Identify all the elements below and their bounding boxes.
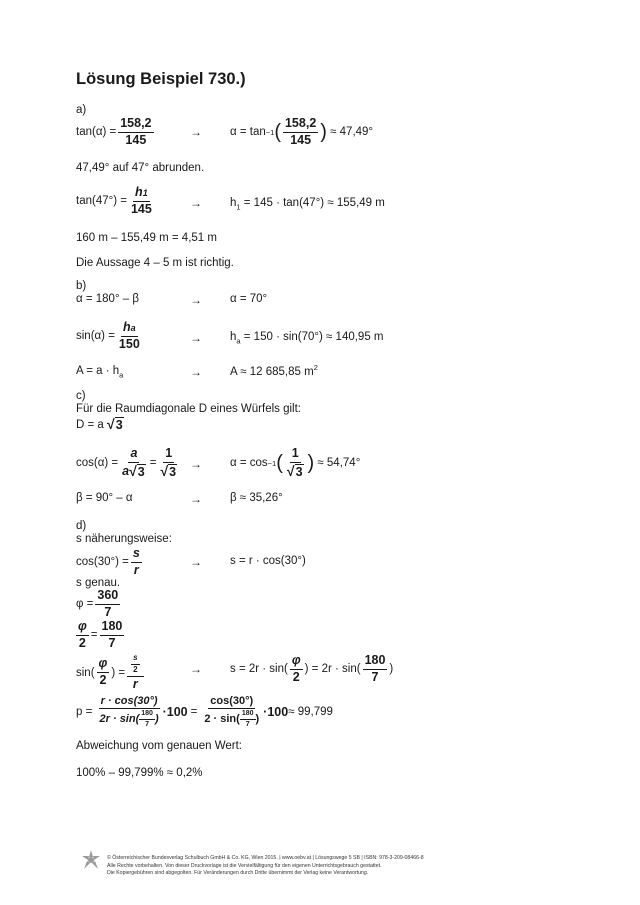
a-round-note: 47,49° auf 47° abrunden. — [76, 162, 205, 174]
arrow-icon: → — [190, 492, 202, 506]
d-p-equation: p = r · cos(30°) 2r · sin( $\frac{180}{7}$ ) ·100 = cos(30°) 2 · sin( $\frac{180}{7}$ ) ·100 ≈ 99,799 — [76, 695, 333, 728]
a-eq2-rhs: $h_1 = 145 \cdot \tan(47^\circ) \approx 155,49$ m — [230, 197, 385, 212]
page-title: Lösung Beispiel 730.) — [76, 70, 246, 88]
c-diagonal: D = a √ 3 — [76, 416, 123, 432]
arrow-icon: → — [190, 125, 202, 139]
footer-line-3: Die Kopiergebühren sind abgegolten. Für Veränderungen durch Dritte übernimmt der Verlag keine Verantwortung. — [107, 870, 369, 876]
d-exact: s genau. — [76, 577, 121, 589]
c-eq2-lhs: β = 90° – α — [76, 492, 133, 504]
arrow-icon: → — [190, 293, 202, 307]
arrow-icon: → — [190, 555, 202, 569]
d-sin-rhs: s = 2r · sin( $\frac{\varphi}{2}$ ) = 2r · sin( $\frac{180}{7}$ ) — [230, 653, 394, 684]
publisher-logo-icon — [80, 848, 102, 872]
arrow-icon: → — [190, 457, 202, 471]
a-eq1-lhs: tan(α) = $\frac{158,2}{145}$ — [76, 116, 152, 147]
arrow-icon: → — [190, 331, 202, 345]
b-eq2-lhs: sin(α) = $\frac{ha}{150}$ — [76, 320, 140, 351]
b-eq1-rhs: α = 70° — [230, 293, 268, 305]
a-difference: 160 m – 155,49 m = 4,51 m — [76, 232, 217, 244]
c-eq1-lhs: cos(α) = a a √ 3 = 1 √ 3 — [76, 446, 177, 479]
d-sin-lhs: sin( $\frac{\varphi}{2}$ ) = $\frac{\frac{s}{2}}{r}$ — [76, 654, 146, 691]
a-eq1-rhs: α = tan −1 ( $\frac{158,2}{145}$ ) ≈ 47,49° — [230, 116, 374, 147]
d-half-phi: $\frac{\varphi}{2}$ = $\frac{180}{7}$ — [78, 619, 123, 650]
b-eq3-lhs: $A = a \cdot h_a$ — [76, 365, 124, 380]
b-eq2-rhs: $h_a = 150 \cdot \sin(70^\circ) \approx 140,95$ m — [230, 331, 384, 346]
c-eq2-rhs: β ≈ 35,26° — [230, 492, 283, 504]
section-c-label: c) — [76, 390, 86, 402]
footer-line-2: Alle Rechte vorbehalten. Von dieser Druckvorlage ist die Vervielfältigung für den eigenen Unterrichtsgebrauch gestattet. — [107, 862, 382, 869]
a-eq2-lhs: tan(47°) = $\frac{h1}{145}$ — [76, 185, 152, 216]
d-deviation-label: Abweichung vom genauen Wert: — [76, 740, 242, 752]
d-eq1-rhs: s = r · cos(30°) — [230, 555, 306, 567]
footer-line-1: © Österreichischer Bundesverlag Schulbuch GmbH & Co. KG, Wien 2015. | www.oebv.at | Lösungswege 5 SB | ISBN: 978-3-209-08466-8 — [107, 855, 424, 861]
footer-text — [107, 855, 424, 878]
d-eq1-lhs: cos(30°) = $\frac{s}{r}$ — [76, 546, 140, 577]
c-intro: Für die Raumdiagonale D eines Würfels gilt: — [76, 403, 301, 415]
arrow-icon: → — [190, 365, 202, 379]
section-b-label: b) — [76, 280, 87, 292]
section-d-label: d) — [76, 520, 87, 532]
d-phi: φ = $\frac{360}{7}$ — [76, 588, 119, 619]
b-eq3-rhs: A ≈ 12 685,85 $m^2$ — [230, 363, 318, 378]
b-eq1-lhs: α = 180° – β — [76, 293, 139, 305]
a-conclusion: Die Aussage 4 – 5 m ist richtig. — [76, 257, 234, 269]
d-approx: s näherungsweise: — [76, 533, 172, 545]
arrow-icon: → — [190, 196, 202, 210]
c-eq1-rhs: α = cos −1 ( 1 √ 3 ) ≈ 54,74° — [230, 446, 361, 479]
section-a-label: a) — [76, 104, 87, 116]
d-deviation: 100% – 99,799% ≈ 0,2% — [76, 767, 203, 779]
arrow-icon: → — [190, 662, 202, 676]
